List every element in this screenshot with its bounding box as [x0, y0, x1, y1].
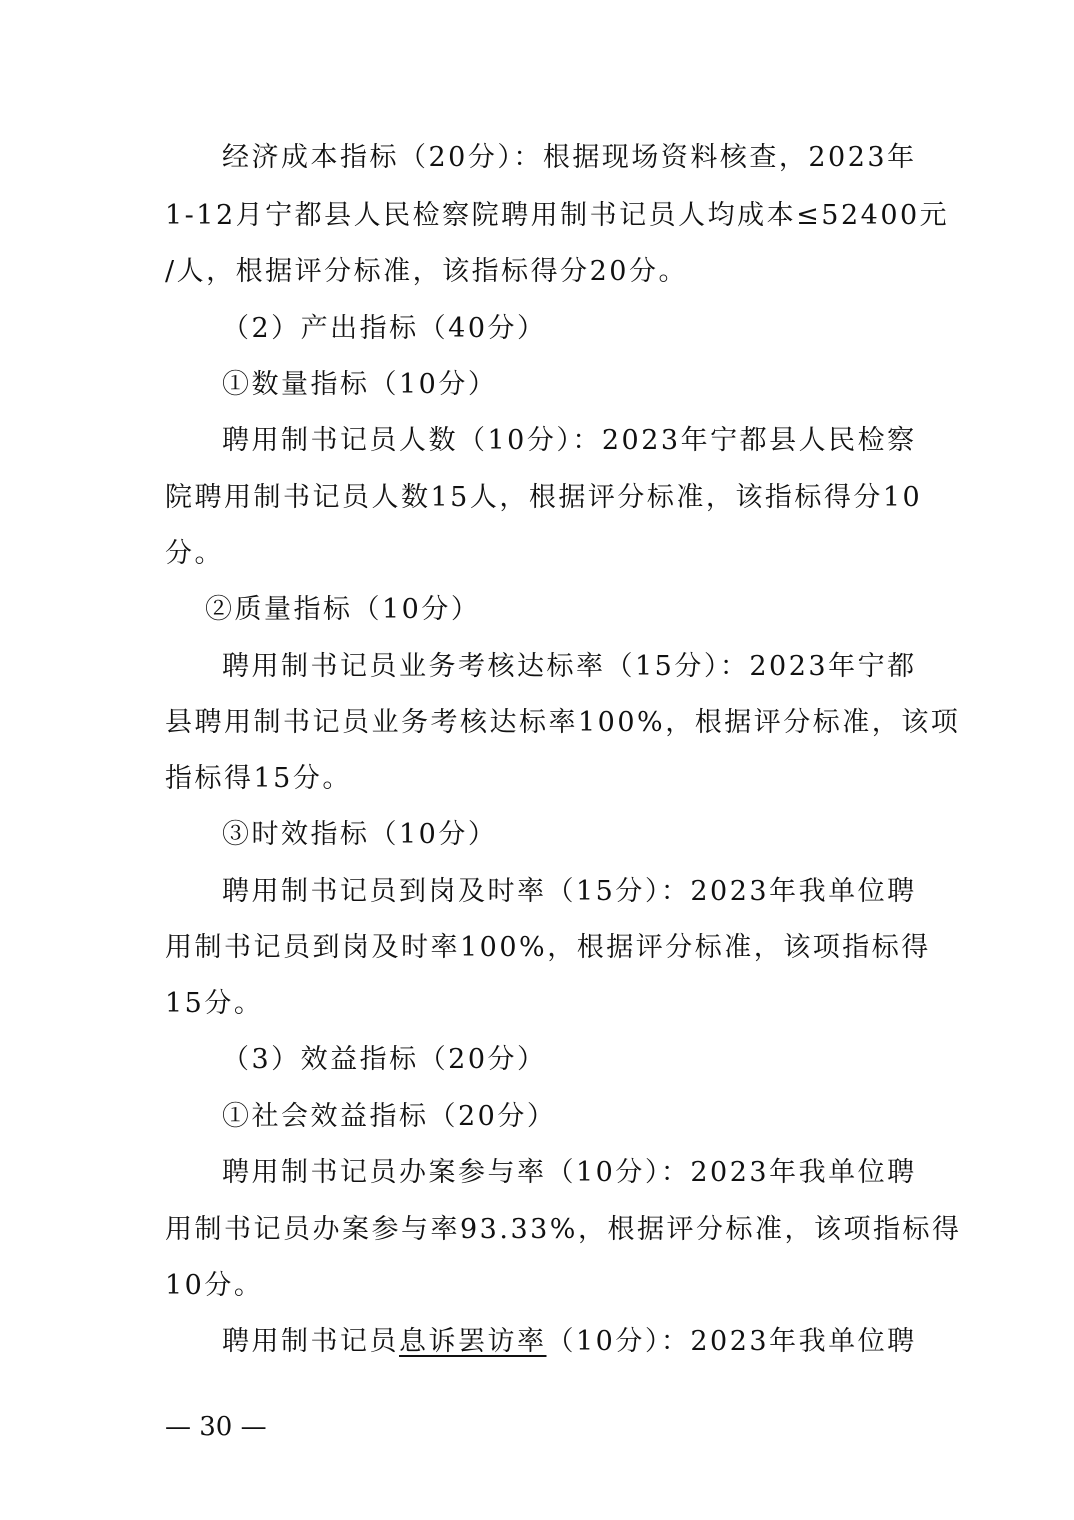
text-line: 1-12月宁都县人民检察院聘用制书记员人均成本≤52400元: [165, 200, 950, 231]
text-line: 10分。: [165, 1270, 264, 1301]
text-line: 指标得15分。: [165, 763, 352, 794]
text-line: 分。: [165, 538, 224, 569]
text-line: 15分。: [165, 988, 264, 1019]
text-segment: 聘用制书记员: [222, 1326, 399, 1357]
section-heading: （3）效益指标（20分）: [222, 1044, 547, 1075]
subsection-heading: ①社会效益指标（20分）: [222, 1101, 557, 1132]
subsection-heading: ①数量指标（10分）: [222, 369, 498, 400]
page-number: — 30 —: [165, 1412, 267, 1442]
text-line: 用制书记员办案参与率93.33%，根据评分标准，该项指标得: [165, 1214, 962, 1245]
underlined-term: 息诉罢访率: [399, 1326, 547, 1357]
text-line: /人，根据评分标准，该指标得分20分。: [165, 256, 688, 287]
subsection-heading: ②质量指标（10分）: [205, 594, 481, 625]
text-line: 聘用制书记员人数（10分）：2023年宁都县人民检察: [222, 425, 917, 456]
text-line: 聘用制书记员办案参与率（10分）：2023年我单位聘: [222, 1157, 917, 1188]
text-line: 县聘用制书记员业务考核达标率100%，根据评分标准，该项: [165, 707, 961, 738]
subsection-heading: ③时效指标（10分）: [222, 819, 498, 850]
text-line: 聘用制书记员业务考核达标率（15分）：2023年宁都: [222, 651, 917, 682]
text-line: 用制书记员到岗及时率100%，根据评分标准，该项指标得: [165, 932, 931, 963]
section-heading: （2）产出指标（40分）: [222, 313, 547, 344]
text-line: 院聘用制书记员人数15人，根据评分标准，该指标得分10: [165, 482, 923, 513]
text-line: [222, 1322, 917, 1362]
text-line: 聘用制书记员到岗及时率（15分）：2023年我单位聘: [222, 876, 917, 907]
text-line: 经济成本指标（20分）：根据现场资料核查，2023年: [222, 142, 917, 173]
text-segment: （10分）：2023年我单位聘: [546, 1326, 917, 1357]
